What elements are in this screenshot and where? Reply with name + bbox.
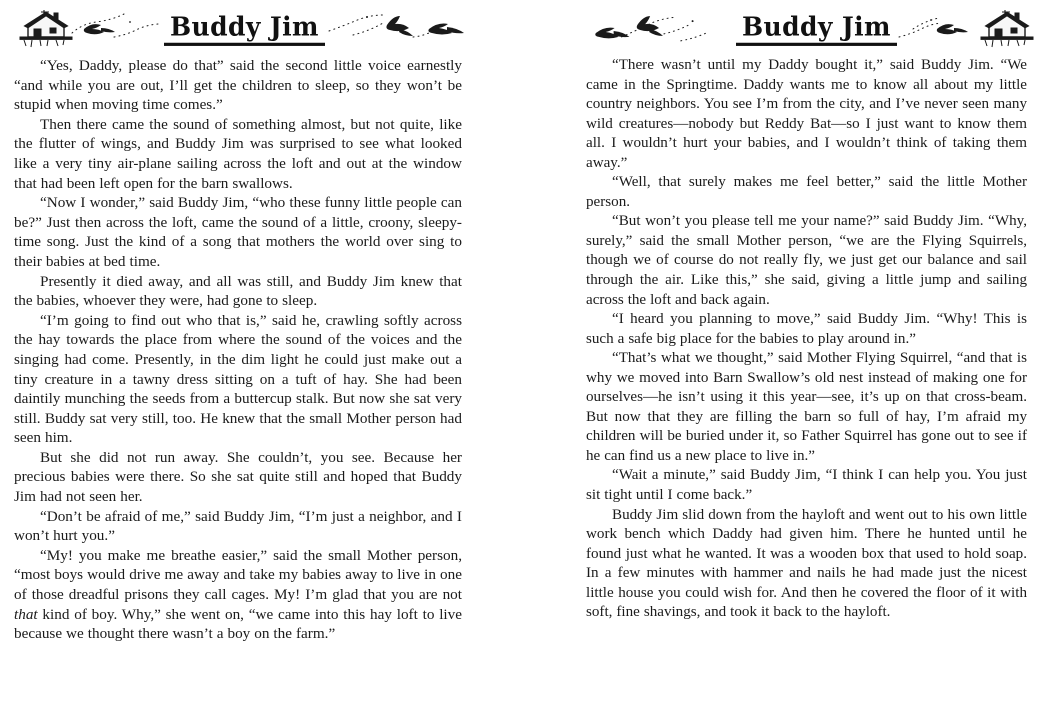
- paragraph-with-emphasis: [14, 546, 462, 644]
- paragraph: Presently it died away, and all was still, and Buddy Jim knew that the babies, whoever they were, had gone to sleep.: [14, 272, 462, 310]
- paragraph-text-before-emphasis: “My! you make me breathe easier,” said the small Mother person, “most boys would drive me away and take my babies away to live in one of those dreadful prisons they call cages. My! I’m glad that you are not: [14, 546, 462, 604]
- paragraph: “But won’t you please tell me your name?” said Buddy Jim. “Why, surely,” said the small Mother person, “we are the Flying Squirrels, though we of course do not really fly, we just get our balance and sail through the air. Like this,” she said, giving a little jump and sailing across the loft and back again.: [586, 213, 1027, 308]
- paragraph: Buddy Jim slid down from the hayloft and went out to his own little work bench which Daddy had given him. There he hunted until he found just what he wanted. It was a wooden box that used to hold soap. In a few minutes with hammer and nails he had made just the nicest little house you could wish for. And then he covered the floor of it with soft, fine shavings, and took it back to the hayloft.: [586, 506, 1027, 621]
- barn-with-swallow-ornament: [897, 7, 1037, 51]
- right-page-text-column: [586, 52, 1027, 623]
- page-gutter: [478, 0, 578, 726]
- paragraph: “There wasn’t until my Daddy bought it,” said Buddy Jim. “We came in the Springtime. Daddy wants me to know all about my little country neighbors. You see I’m from the city, and I’ve never seen many wild creatures—nobody but Reddy Bat—so I just want to know them all. I wouldn’t hurt your babies, and I wouldn’t think of taking them away.”: [586, 57, 1027, 171]
- paragraph: “Now I wonder,” said Buddy Jim, “who these funny little people can be?” Just then across the loft, came the sound of a little, croony, sleepy-time song. Just the kind of a song that mothers the world over sing to their babies at bed time.: [14, 194, 462, 270]
- paragraph: “I’m going to find out who that is,” said he, crawling softly across the hay towards the place from where the sound of the voices and the singing had come. Presently, in the dim light he could just make out a tiny creature in a tawny dress sitting on a tuft of hay. She had been daintily munching the seeds from a buttercup stalk. But now she sat very still. Buddy sat very still, too. He knew that the small Mother person had seen him.: [14, 311, 462, 447]
- flying-swallows-ornament: [325, 7, 477, 51]
- emphasized-word: that: [14, 605, 38, 623]
- paragraph: But she did not run away. She couldn’t, you see. Because her precious babies were there. So she sat quite still and hoped that Buddy Jim had not seen her.: [14, 448, 462, 506]
- flying-swallows-ornament: [586, 7, 736, 51]
- right-page: [578, 0, 1037, 726]
- paragraph: “Wait a minute,” said Buddy Jim, “I think I can help you. You just sit tight until I come back.”: [586, 467, 1027, 504]
- right-page-running-head: [586, 0, 1027, 52]
- paragraph: “That’s what we thought,” said Mother Flying Squirrel, “and that is why we moved into Barn Swallow’s old nest instead of making one for ourselves—he isn’t using it this year—see, it’s up on that cross-beam. But now that they are filling the barn so full of hay, I’m afraid my children will be buried under it, so Father Squirrel has gone out to see if he can find us a new place to live in.”: [586, 350, 1027, 464]
- paragraph: “Well, that surely makes me feel better,” said the little Mother person.: [586, 174, 1027, 210]
- paragraph: Then there came the sound of something almost, but not quite, like the flutter of wings, and Buddy Jim was surprised to see what looked like a very tiny air-plane sailing across the loft and out at the window that had been left open for the barn swallows.: [14, 115, 462, 192]
- left-page-title: Buddy Jim: [164, 13, 325, 46]
- paragraph: “I heard you planning to move,” said Buddy Jim. “Why! This is such a safe big place for the babies to play around in.”: [586, 311, 1027, 347]
- barn-with-swallow-ornament: [14, 7, 164, 51]
- paragraph: “Yes, Daddy, please do that” said the second little voice earnestly “and while you are out, I’ll get the children to sleep, so they won’t be stupid when moving time comes.”: [14, 57, 462, 114]
- paragraph-text-after-emphasis: kind of boy. Why,” she went on, “we came into this hay loft to live because we thought there wasn’t a boy on the farm.”: [14, 605, 462, 643]
- paragraph: “Don’t be afraid of me,” said Buddy Jim, “I’m just a neighbor, and I won’t hurt you.”: [14, 507, 462, 545]
- right-page-title: Buddy Jim: [736, 13, 897, 46]
- left-page-text-column: [14, 52, 462, 644]
- left-page: [0, 0, 478, 726]
- left-page-running-head: [14, 0, 462, 52]
